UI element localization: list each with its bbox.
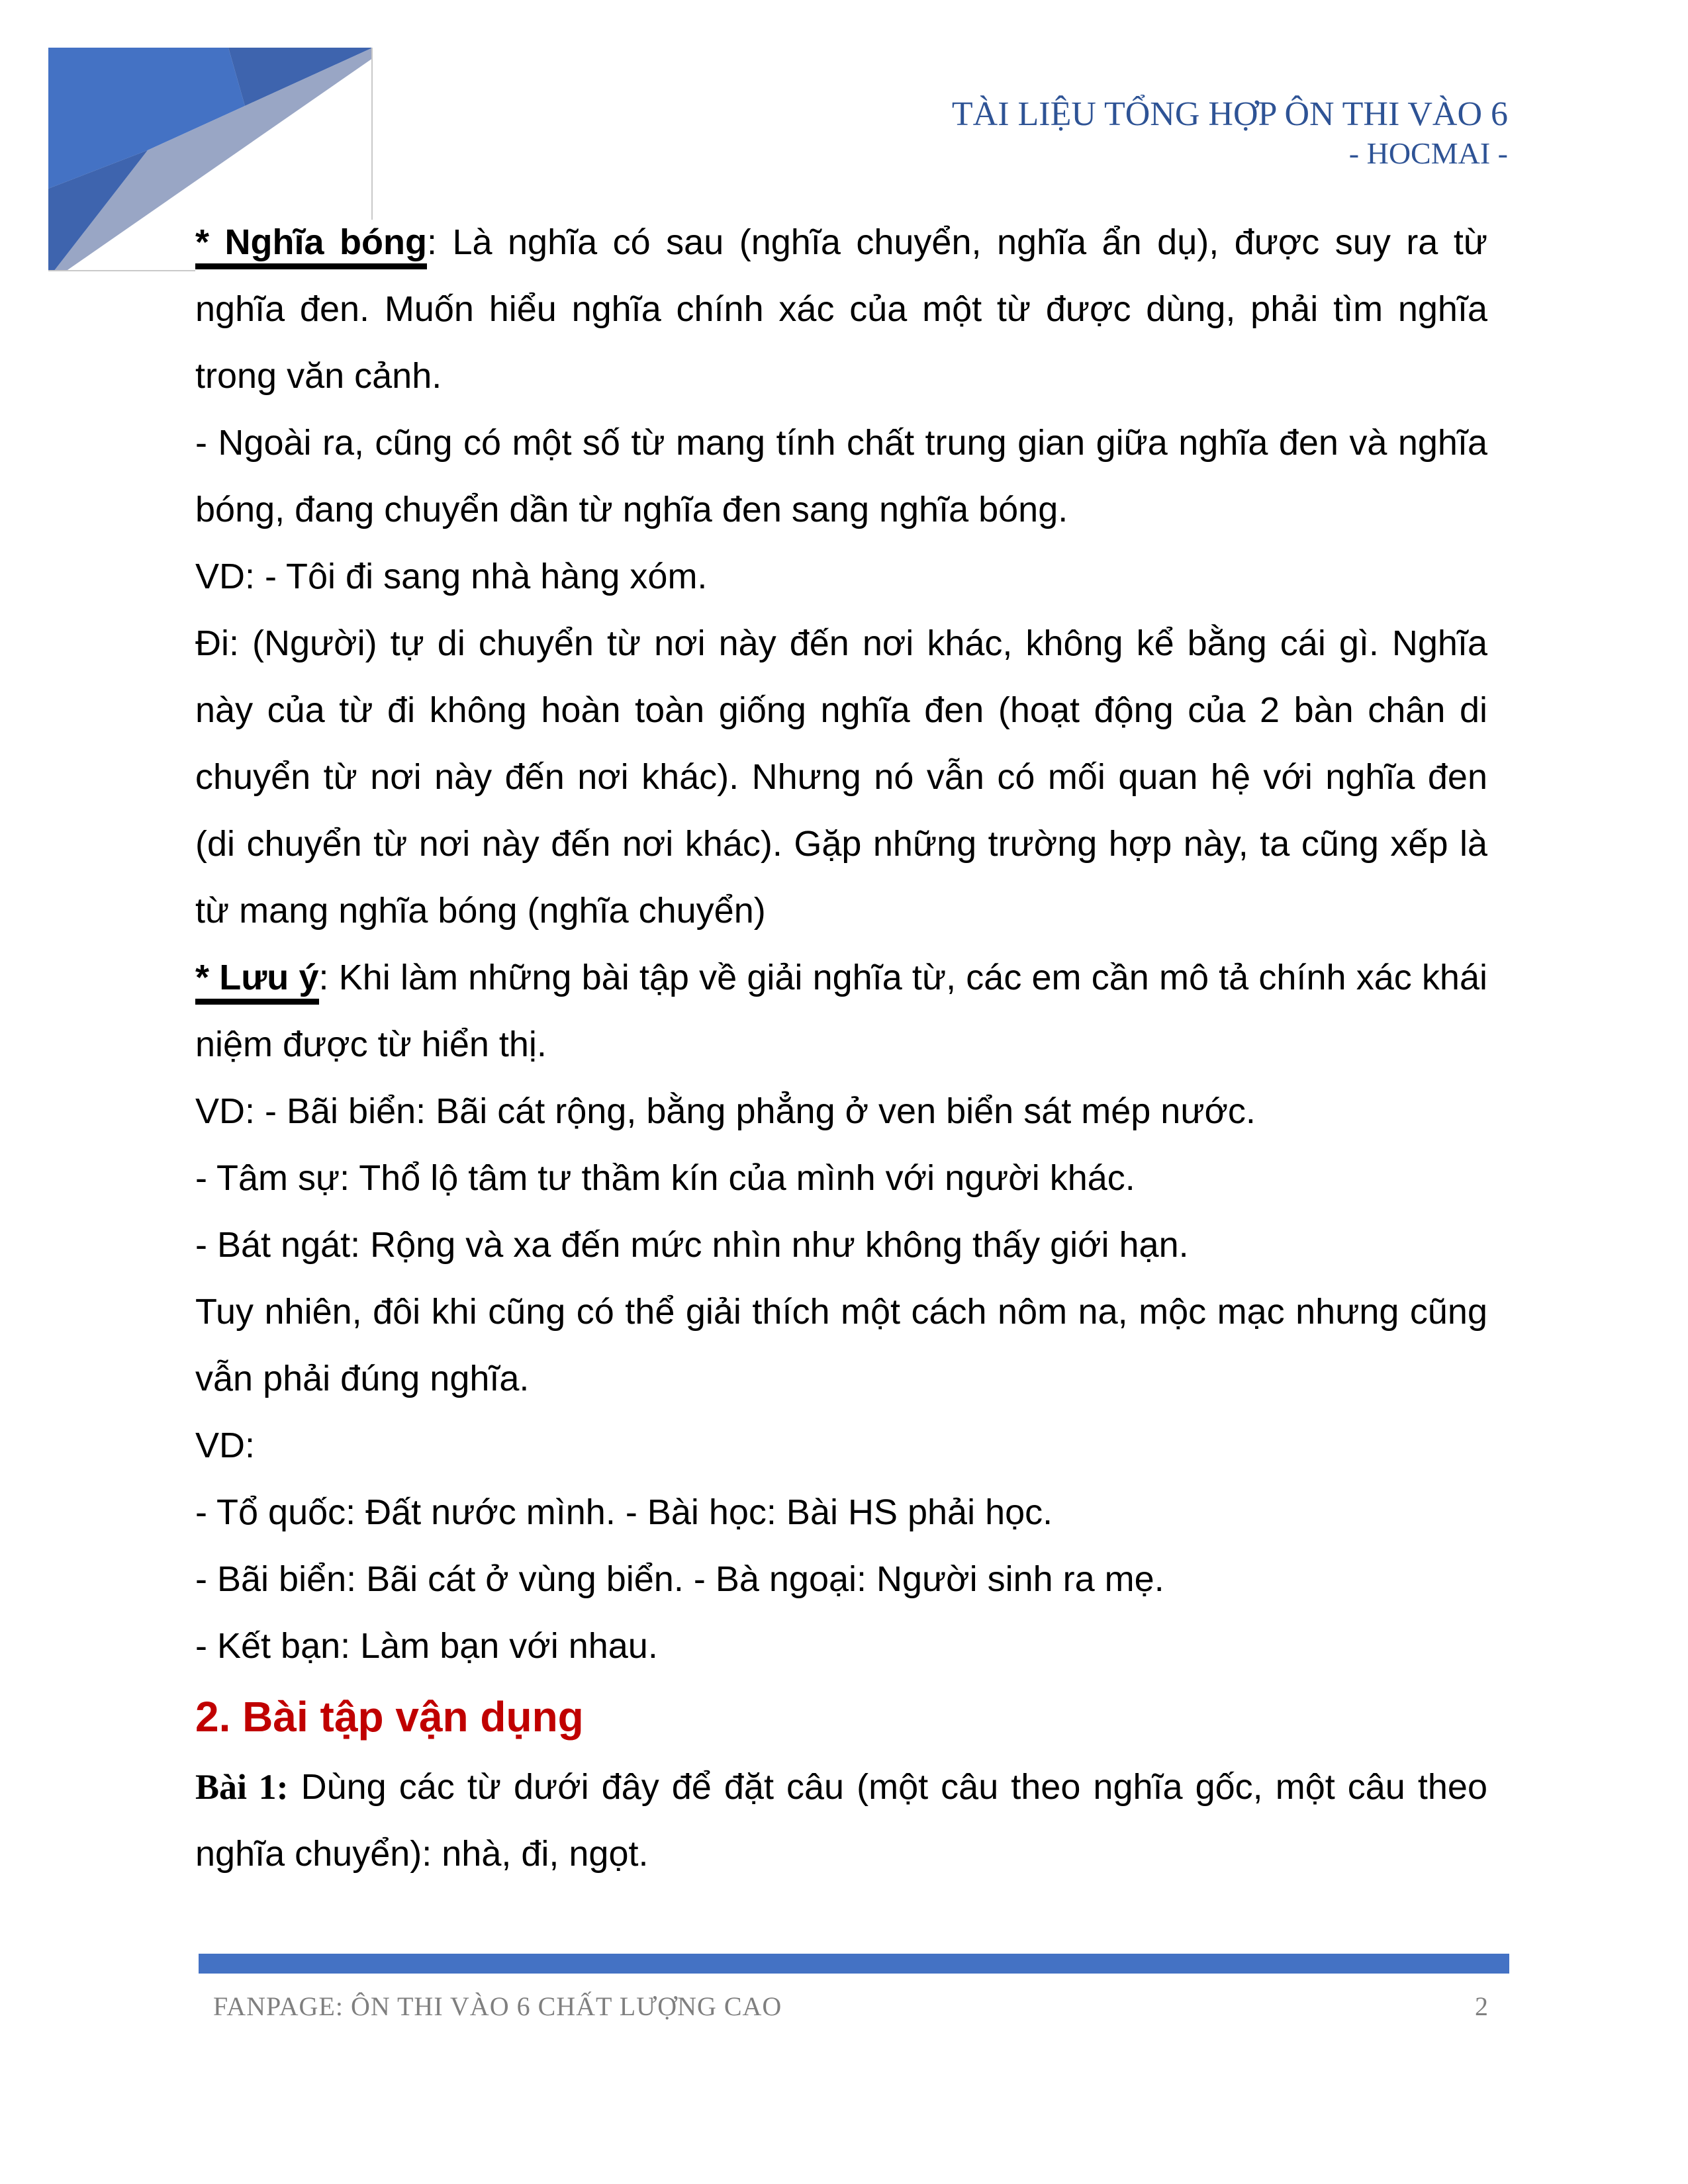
paragraph: - Ngoài ra, cũng có một số từ mang tính chất trung gian giữa nghĩa đen và nghĩa bóng, đang chuyển dần từ nghĩa đen sang nghĩa bóng. [195, 423, 1487, 529]
paragraph: - Tâm sự: Thổ lộ tâm tư thầm kín của mình với người khác. [195, 1158, 1135, 1198]
document-body [195, 209, 1487, 1888]
paragraph: Bài 1: Dùng các từ dưới đây để đặt câu (một câu theo nghĩa gốc, một câu theo nghĩa chuyển): nhà, đi, ngọt. [195, 1767, 1487, 1874]
footer-page-number: 2 [1475, 1991, 1488, 2021]
paragraph-prefix: * Lưu ý [195, 958, 319, 1005]
footer-fanpage-text: FANPAGE: ÔN THI VÀO 6 CHẤT LƯỢNG CAO [213, 1991, 782, 2021]
paragraph: * Nghĩa bóng: Là nghĩa có sau (nghĩa chuyển, nghĩa ẩn dụ), được suy ra từ nghĩa đen. Muốn hiểu nghĩa chính xác của một từ được dùng, phải tìm nghĩa trong văn cảnh. [195, 222, 1487, 396]
paragraph: - Tổ quốc: Đất nước mình. - Bài học: Bài HS phải học. [195, 1492, 1053, 1532]
paragraph-prefix: * Nghĩa bóng [195, 222, 427, 269]
paragraph: - Kết bạn: Làm bạn với nhau. [195, 1626, 658, 1666]
document-title: TÀI LIỆU TỔNG HỢP ÔN THI VÀO 6 [951, 95, 1508, 133]
paragraph: Tuy nhiên, đôi khi cũng có thể giải thích một cách nôm na, mộc mạc nhưng cũng vẫn phải đúng nghĩa. [195, 1292, 1487, 1398]
section-heading: 2. Bài tập vận dụng [195, 1693, 584, 1741]
footer-divider-bar [199, 1954, 1509, 1974]
paragraph: VD: [195, 1426, 256, 1465]
document-subtitle: - HOCMAI - [1348, 136, 1508, 170]
paragraph: - Bãi biển: Bãi cát ở vùng biển. - Bà ngoại: Người sinh ra mẹ. [195, 1559, 1164, 1599]
paragraph-prefix: Bài 1: [195, 1767, 289, 1807]
paragraph: * Lưu ý: Khi làm những bài tập về giải nghĩa từ, các em cần mô tả chính xác khái niệm được từ hiển thị. [195, 958, 1487, 1064]
paragraph: VD: - Tôi đi sang nhà hàng xóm. [195, 557, 708, 596]
paragraph: Đi: (Người) tự di chuyển từ nơi này đến nơi khác, không kể bằng cái gì. Nghĩa này của từ đi không hoàn toàn giống nghĩa đen (hoạt động của 2 bàn chân di chuyển từ nơi này đến nơi khác). Nhưng nó vẫn có mối quan hệ với nghĩa đen (di chuyển từ nơi này đến nơi khác). Gặp những trường hợp này, ta cũng xếp là từ mang nghĩa bóng (nghĩa chuyển) [195, 623, 1487, 931]
paragraph: VD: - Bãi biển: Bãi cát rộng, bằng phẳng ở ven biển sát mép nước. [195, 1091, 1256, 1131]
page-header [952, 94, 1508, 172]
paragraph: - Bát ngát: Rộng và xa đến mức nhìn như không thấy giới hạn. [195, 1225, 1189, 1265]
